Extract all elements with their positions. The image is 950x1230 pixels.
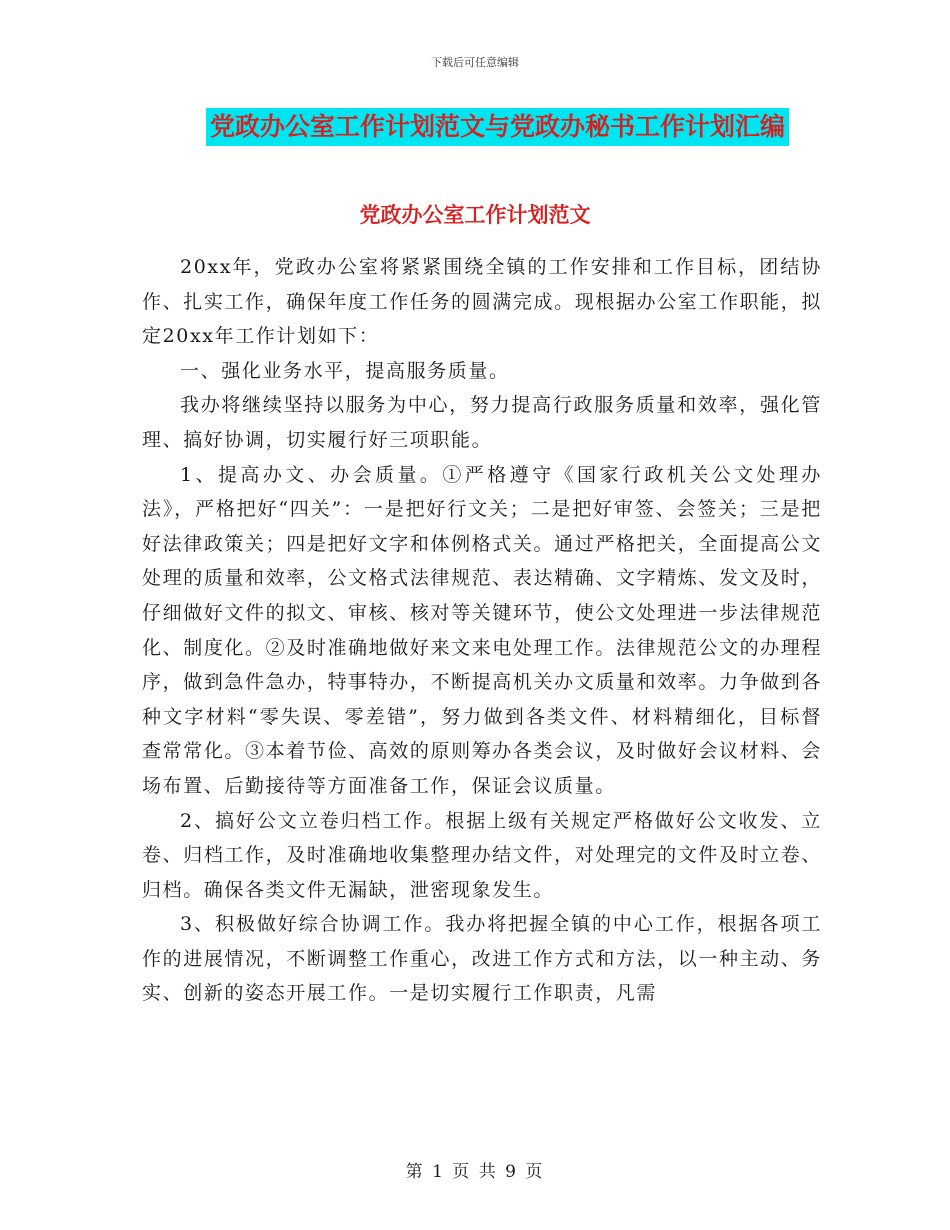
paragraph-item-3: 3、积极做好综合协调工作。我办将把握全镇的中心工作，根据各项工作的进展情况，不断调整工作重心，改进工作方式和方法，以一种主动、务实、创新的姿态开展工作。一是切实履行工作职责，凡需 xyxy=(142,913,822,1005)
paragraph-intro: 20xx年，党政办公室将紧紧围绕全镇的工作安排和工作目标，团结协作、扎实工作，确保年度工作任务的圆满完成。现根据办公室工作职能，拟定20xx年工作计划如下： xyxy=(142,256,822,348)
document-main-title: 党政办公室工作计划范文与党政办秘书工作计划汇编 xyxy=(206,108,789,146)
document-body xyxy=(142,250,822,1011)
main-title-container xyxy=(0,108,950,146)
page-number-footer: 第 1 页 共 9 页 xyxy=(405,1162,545,1182)
paragraph-section-heading: 一、强化业务水平，提高服务质量。 xyxy=(180,359,510,382)
paragraph-item-1: 1、提高办文、办会质量。①严格遵守《国家行政机关公文处理办法》，严格把好“四关”：一是把好行文关；二是把好审签、会签关；三是把好法律政策关；四是把好文字和体例格式关。通过严格把关，全面提高公文处理的质量和效率，公文格式法律规范、表达精确、文字精炼、发文及时，仔细做好文件的拟文、审核、核对等关键环节，使公文处理进一步法律规范化、制度化。②及时准确地做好来文来电处理工作。法律规范公文的办理程序，做到急件急办，特事特办，不断提高机关办文质量和效率。力争做到各种文字材料“零失误、零差错”，努力做到各类文件、材料精细化，目标督查常常化。③本着节俭、高效的原则筹办各类会议，及时做好会议材料、会场布置、后勤接待等方面准备工作，保证会议质量。 xyxy=(142,463,822,797)
document-sub-title: 党政办公室工作计划范文 xyxy=(359,202,591,227)
header-note: 下载后可任意编辑 xyxy=(431,56,519,69)
paragraph-item-2: 2、搞好公文立卷归档工作。根据上级有关规定严格做好公文收发、立卷、归档工作，及时准确地收集整理办结文件，对处理完的文件及时立卷、归档。确保各类文件无漏缺，泄密现象发生。 xyxy=(142,809,822,901)
paragraph-service-center: 我办将继续坚持以服务为中心，努力提高行政服务质量和效率，强化管理、搞好协调，切实履行好三项职能。 xyxy=(142,394,822,451)
